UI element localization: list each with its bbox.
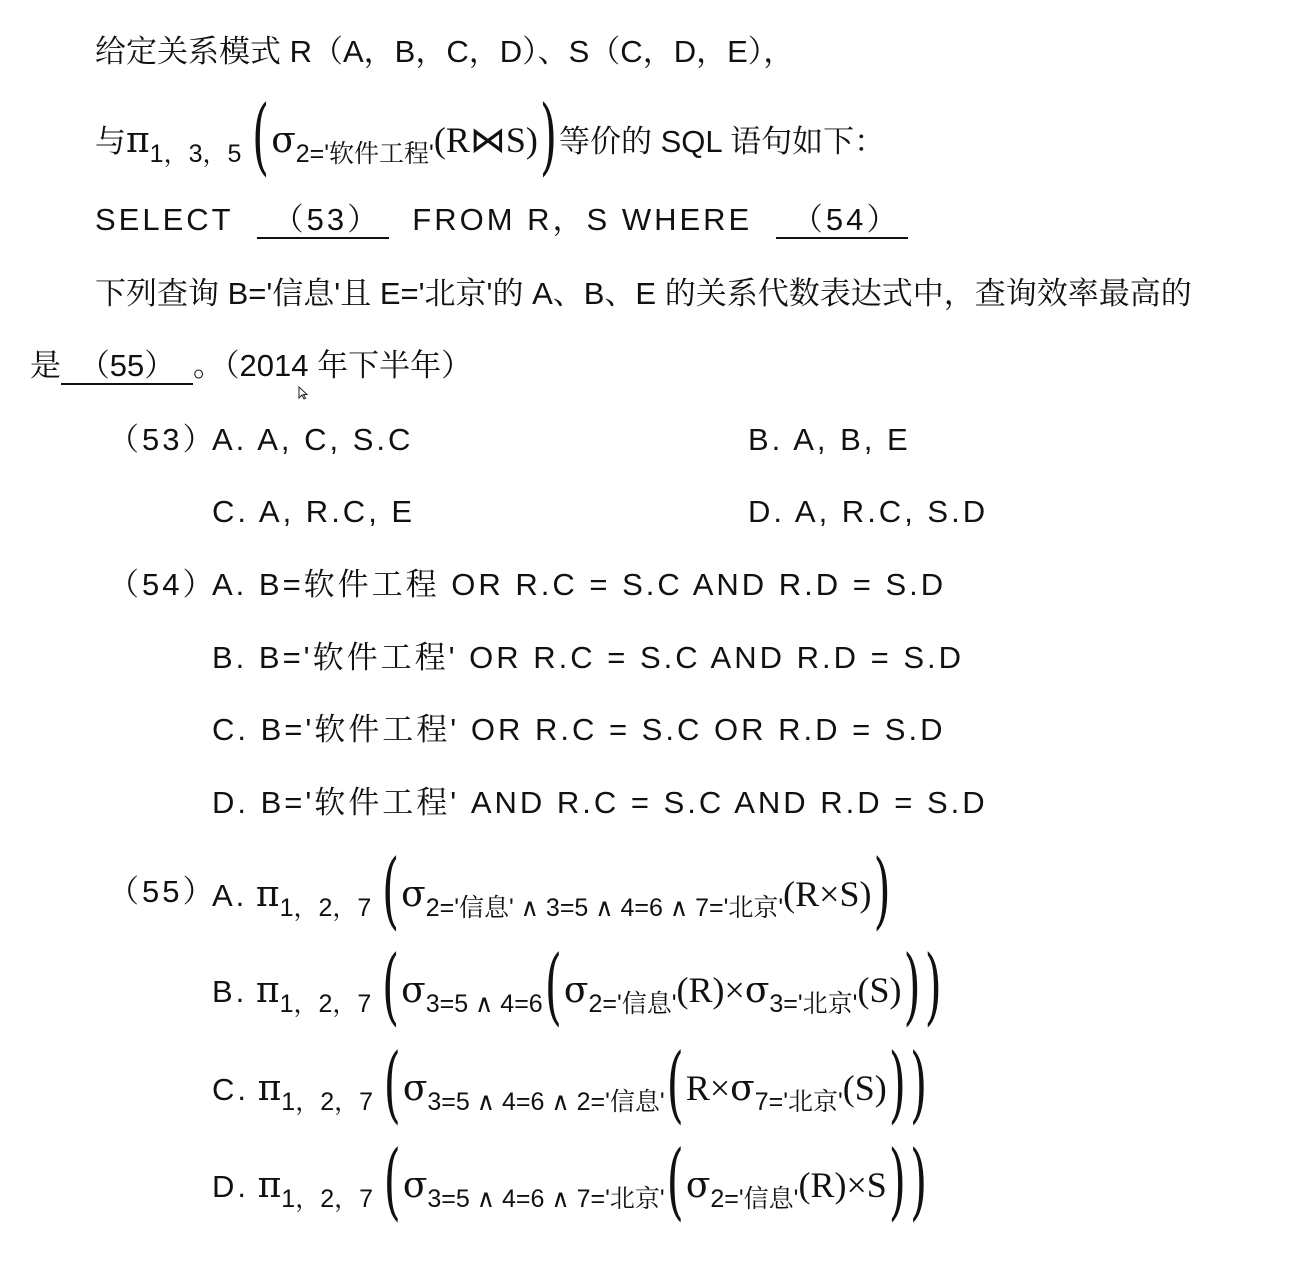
right-paren: ) xyxy=(909,1133,928,1231)
sigma-subscript: 3=5 ∧ 4=6 ∧ 2='信息' xyxy=(427,1088,665,1116)
pi-symbol: π xyxy=(255,970,280,1011)
q54-option-b[interactable]: B. B='软件工程' OR R.C = S.C AND R.D = S.D xyxy=(212,640,964,675)
option-letter: A. xyxy=(212,878,248,913)
left-paren: ( xyxy=(252,88,270,186)
question-55-label: （55） xyxy=(108,874,217,909)
q55-option-d[interactable] xyxy=(212,1133,929,1231)
pi-symbol: π xyxy=(126,120,150,161)
right-paren: ) xyxy=(539,88,558,186)
option-letter: B. xyxy=(212,974,248,1009)
pi-subscript: 1，2，7 xyxy=(279,894,372,922)
q54-option-a[interactable]: A. B=软件工程 OR R.C = S.C AND R.D = S.D xyxy=(212,567,947,602)
q54-option-d[interactable]: D. B='软件工程' AND R.C = S.C AND R.D = S.D xyxy=(212,785,988,820)
inner-prefix: R× xyxy=(685,1068,731,1108)
right-paren: ) xyxy=(909,1036,928,1134)
question-55-stem-text: 下列查询 B='信息'且 E='北京'的 A、B、E 的关系代数表达式中，查询效率最高的 xyxy=(95,276,1192,311)
sigma-subscript: 2='信息' xyxy=(588,990,677,1018)
pi-subscript: 1，3，5 xyxy=(149,140,242,168)
pi-subscript: 1，2，7 xyxy=(281,1185,374,1213)
question-55-stem-line2 xyxy=(30,346,472,386)
question-55-stem-line1 xyxy=(95,274,1192,314)
left-paren-inner: ( xyxy=(666,1133,684,1231)
pi-subscript: 1，2，7 xyxy=(281,1088,374,1116)
blank-55: （55） xyxy=(61,349,193,385)
blank-54: （54） xyxy=(776,203,908,239)
left-paren: ( xyxy=(383,1036,401,1134)
sigma-symbol: σ xyxy=(730,1068,755,1109)
sigma-subscript: 3='北京' xyxy=(769,990,858,1018)
sigma-symbol: σ xyxy=(401,874,426,915)
sigma-subscript: 7='北京' xyxy=(754,1088,843,1116)
sql-statement-line xyxy=(95,200,908,240)
right-paren-inner: ) xyxy=(903,938,921,1036)
sigma-symbol: σ xyxy=(744,970,770,1011)
sigma-symbol: σ xyxy=(402,1068,428,1109)
sigma-symbol: σ xyxy=(402,1165,428,1206)
q54-option-c[interactable]: C. B='软件工程' OR R.C = S.C OR R.D = S.D xyxy=(212,712,946,747)
q55-option-c[interactable] xyxy=(212,1036,929,1134)
stem-prefix: 是 xyxy=(30,348,61,383)
option-letter: D. xyxy=(212,1169,249,1204)
stem-suffix: 。（2014 年下半年） xyxy=(193,348,473,383)
question-53-label: （53） xyxy=(108,422,217,457)
product-expression: (R×S) xyxy=(783,874,872,914)
q53-option-d[interactable]: D. A, R.C, S.D xyxy=(748,494,989,529)
right-paren-inner: ) xyxy=(888,1133,906,1231)
left-paren-inner: ( xyxy=(544,938,562,1036)
sigma-subscript: 3=5 ∧ 4=6 ∧ 7='北京' xyxy=(427,1185,665,1213)
sql-select-keyword: SELECT xyxy=(95,202,234,237)
inner-expression: (R)× xyxy=(676,970,745,1010)
mouse-cursor-icon xyxy=(298,386,308,400)
expression-suffix: 等价的 SQL 语句如下： xyxy=(559,124,886,159)
right-paren-inner: ) xyxy=(888,1036,906,1134)
q53-option-a[interactable]: A. A, C, S.C xyxy=(212,422,414,457)
sigma-subscript: 3=5 ∧ 4=6 xyxy=(425,990,543,1018)
left-paren: ( xyxy=(381,842,400,940)
left-paren-inner: ( xyxy=(666,1036,684,1134)
join-expression: (R⋈S) xyxy=(433,120,538,160)
blank-53: （53） xyxy=(257,203,389,239)
sigma-subscript: 2='软件工程' xyxy=(295,140,434,168)
q53-option-b[interactable]: B. A, B, E xyxy=(748,422,911,457)
sigma-symbol: σ xyxy=(563,970,589,1011)
question-54-label: （54） xyxy=(108,567,217,602)
sigma-symbol: σ xyxy=(401,970,426,1011)
sigma-subscript: 2='信息' ∧ 3=5 ∧ 4=6 ∧ 7='北京' xyxy=(425,894,784,922)
pi-subscript: 1，2，7 xyxy=(279,990,372,1018)
inner-expression-end: (S) xyxy=(842,1068,887,1108)
sql-from-where: FROM R，S WHERE xyxy=(412,202,753,237)
sigma-symbol: σ xyxy=(271,120,296,161)
pi-symbol: π xyxy=(257,1068,282,1109)
right-paren: ) xyxy=(873,842,891,940)
inner-expression-end: (S) xyxy=(857,970,902,1010)
question-intro-text: 给定关系模式 R（A，B，C，D）、S（C，D，E）， xyxy=(95,34,795,69)
option-letter: C. xyxy=(212,1072,249,1107)
pi-symbol: π xyxy=(257,1165,282,1206)
question-intro-line xyxy=(95,32,794,72)
right-paren: ) xyxy=(924,938,942,1036)
sigma-symbol: σ xyxy=(685,1165,711,1206)
left-paren: ( xyxy=(381,938,400,1036)
expression-prefix: 与 xyxy=(95,124,126,159)
q55-option-a[interactable] xyxy=(212,842,893,940)
q55-option-b[interactable] xyxy=(212,938,944,1036)
inner-expression-end: (R)×S xyxy=(798,1165,887,1205)
pi-symbol: π xyxy=(255,874,280,915)
sigma-subscript: 2='信息' xyxy=(710,1185,799,1213)
relational-expression-line xyxy=(95,88,886,186)
q53-option-c[interactable]: C. A, R.C, E xyxy=(212,494,416,529)
left-paren: ( xyxy=(383,1133,401,1231)
